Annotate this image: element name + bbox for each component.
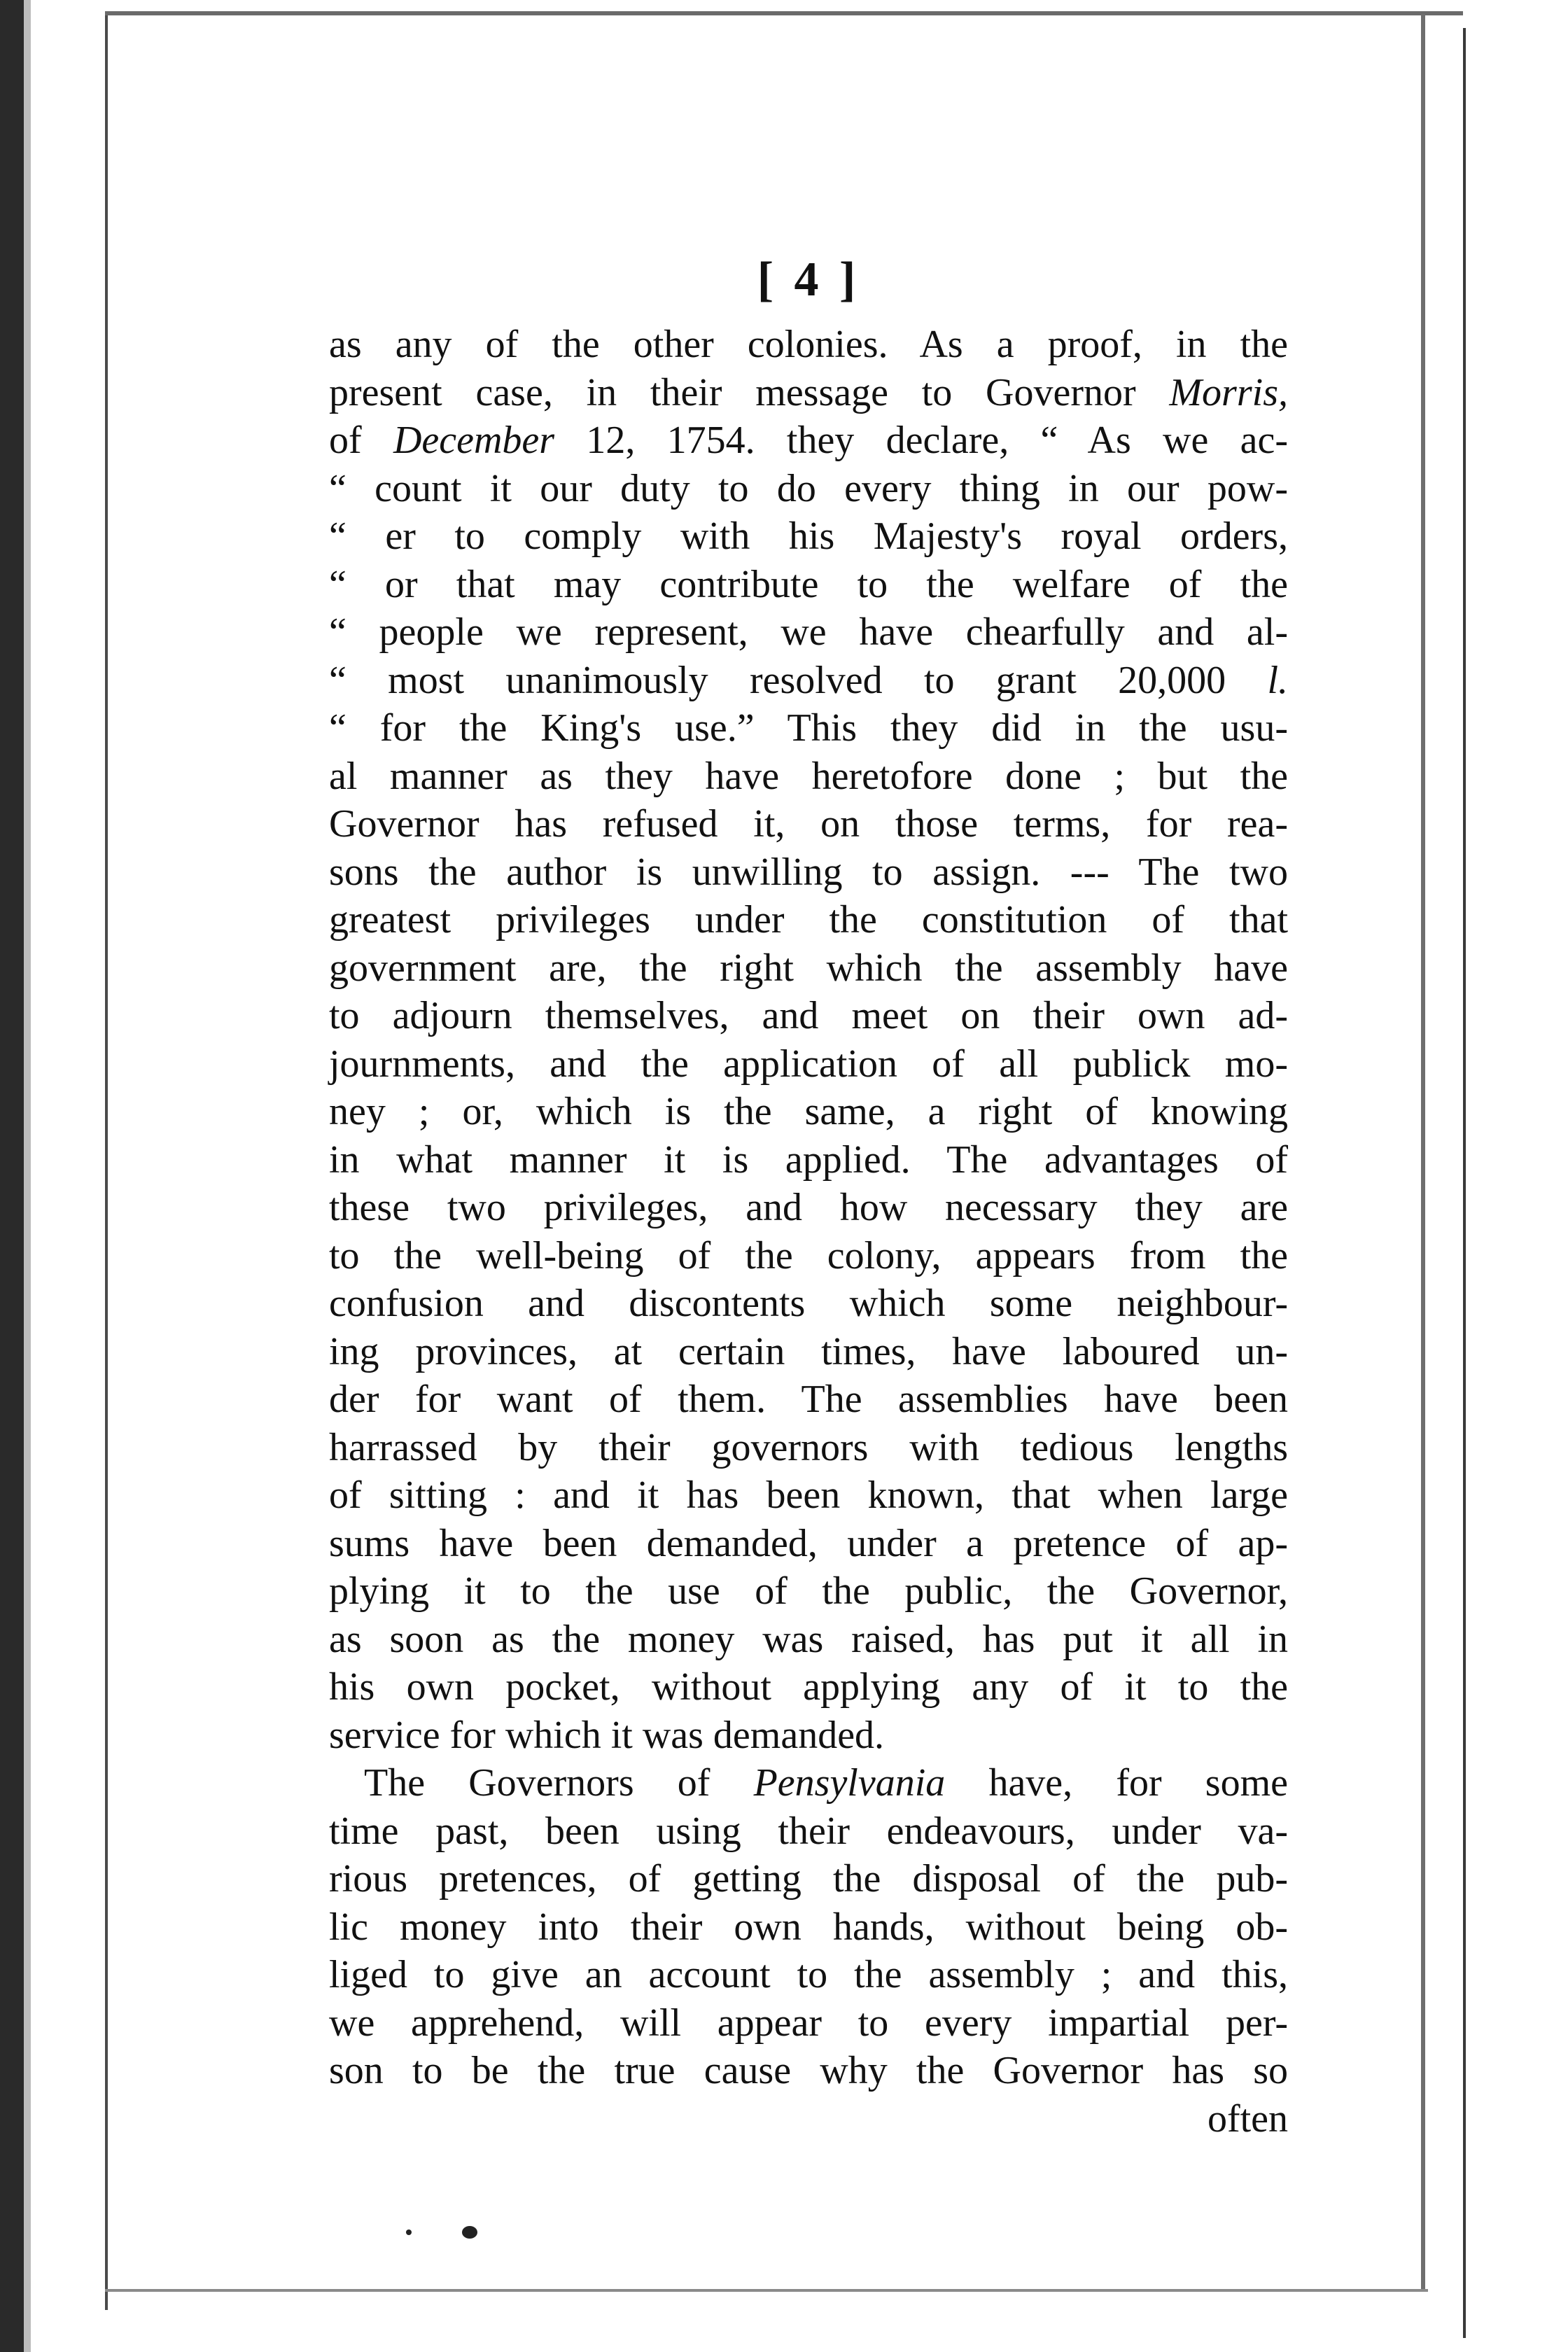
text-line — [329, 561, 1288, 609]
text-line — [329, 1280, 1288, 1328]
text-line — [329, 1951, 1288, 1999]
text-line-body: “ count it our duty to do every thing in our pow- — [329, 466, 1288, 510]
text-line — [329, 1807, 1288, 1856]
text-line — [329, 1616, 1288, 1664]
text-line-body: “ people we represent, we have chearfully and al- — [329, 610, 1288, 654]
text-line-body: to the well-being of the colony, appears from the — [329, 1233, 1288, 1278]
text-line-prefix: of — [329, 419, 393, 462]
text-line — [329, 608, 1288, 657]
book-spine-shadow — [24, 0, 31, 2352]
text-line-body: “ most unanimously resolved to grant 20,000 — [329, 658, 1268, 702]
text-line-body: harrassed by their governors with tedious lengths — [329, 1425, 1288, 1469]
italic-text: December — [393, 419, 555, 462]
text-line — [329, 1040, 1288, 1088]
text-line — [329, 1136, 1288, 1184]
text-line-body: sons the author is unwilling to assign. --- The two — [329, 850, 1288, 894]
text-line — [329, 1471, 1288, 1520]
italic-text: l. — [1267, 658, 1288, 702]
text-line — [329, 1567, 1288, 1616]
text-line — [329, 1328, 1288, 1376]
text-line — [329, 1663, 1288, 1712]
text-line — [329, 321, 1288, 369]
text-line-body: der for want of them. The assemblies have been — [329, 1378, 1288, 1421]
text-line-body: confusion and discontents which some neighbour- — [329, 1282, 1288, 1325]
text-line-body: son to be the true cause why the Governor has so — [329, 2049, 1288, 2092]
text-line — [329, 1088, 1288, 1136]
text-line-body: “ er to comply with his Majesty's royal orders, — [329, 514, 1288, 558]
page-right-border — [1421, 14, 1425, 2289]
page-left-border — [105, 14, 108, 2310]
text-line — [329, 896, 1288, 944]
page-top-border — [105, 11, 1463, 15]
body-text — [329, 321, 1288, 2143]
text-line — [329, 1855, 1288, 1903]
text-line-body: his own pocket, without applying any of it to the — [329, 1665, 1288, 1709]
text-line-body: ing provinces, at certain times, have laboured un- — [329, 1329, 1288, 1373]
page-number: [ 4 ] — [757, 253, 860, 307]
text-line-prefix: The Governors of — [364, 1761, 754, 1805]
text-line — [329, 657, 1288, 705]
page-bottom-border — [105, 2289, 1428, 2292]
text-line — [329, 704, 1288, 752]
text-line — [329, 1759, 1288, 1807]
text-line — [329, 1520, 1288, 1568]
ink-speck — [406, 2230, 412, 2235]
text-line-body: have, for some — [945, 1761, 1288, 1805]
ink-speck — [462, 2226, 477, 2239]
text-line-body: rious pretences, of getting the disposal of the pub- — [329, 1857, 1288, 1900]
text-line — [329, 416, 1288, 465]
text-line-body: these two privileges, and how necessary they are — [329, 1186, 1288, 1229]
text-line-body: of sitting : and it has been known, that when large — [329, 1474, 1288, 1517]
text-line-body: greatest privileges under the constitution of that — [329, 898, 1288, 941]
text-line-body: as soon as the money was raised, has put it all in — [329, 1617, 1288, 1661]
text-line — [329, 944, 1288, 993]
text-line — [329, 848, 1288, 897]
text-line-body: “ or that may contribute to the welfare of the — [329, 562, 1288, 606]
text-line — [329, 465, 1288, 513]
text-line — [329, 1999, 1288, 2047]
text-line — [329, 800, 1288, 848]
text-line-body: liged to give an account to the assembly ; and this, — [329, 1953, 1288, 1996]
text-line-body: journments, and the application of all publick mo- — [329, 1042, 1288, 1086]
text-line — [329, 752, 1288, 801]
text-line — [329, 1184, 1288, 1232]
next-page-edge — [1463, 28, 1466, 2338]
text-line-body: we apprehend, will appear to every impartial per- — [329, 2001, 1288, 2045]
text-line — [329, 1376, 1288, 1424]
book-spine-edge — [0, 0, 24, 2352]
text-line-body: government are, the right which the assembly have — [329, 946, 1288, 990]
text-line — [329, 992, 1288, 1040]
text-line-body: in what manner it is applied. The advantages of — [329, 1138, 1288, 1182]
text-line-body: 12, 1754. they declare, “ As we ac- — [554, 419, 1288, 462]
italic-text: Pensylvania — [753, 1761, 946, 1805]
text-line-body: sums have been demanded, under a pretence of ap- — [329, 1521, 1288, 1565]
catchword: often — [1207, 2096, 1288, 2141]
text-line — [329, 512, 1288, 561]
text-line — [329, 1424, 1288, 1472]
text-line-body: Governor has refused it, on those terms, for rea- — [329, 802, 1288, 846]
text-line-body: time past, been using their endeavours, under va- — [329, 1809, 1288, 1853]
text-line-body: service for which it was demanded. — [329, 1713, 885, 1757]
text-line-body: lic money into their own hands, without being ob- — [329, 1905, 1288, 1949]
italic-text: Morris, — [1169, 370, 1288, 414]
text-line — [329, 1903, 1288, 1952]
text-line-body: as any of the other colonies. As a proof, in the — [329, 323, 1288, 366]
text-line — [329, 369, 1288, 417]
page-content — [329, 252, 1288, 2212]
text-line — [329, 1712, 1288, 1760]
text-line — [329, 1232, 1288, 1280]
text-line-body: al manner as they have heretofore done ; but the — [329, 754, 1288, 798]
text-line-body: ney ; or, which is the same, a right of knowing — [329, 1090, 1288, 1133]
text-line-body: present case, in their message to Governor — [329, 370, 1170, 414]
text-line-body: “ for the King's use.” This they did in the usu- — [329, 706, 1288, 750]
text-line-body: to adjourn themselves, and meet on their own ad- — [329, 994, 1288, 1037]
text-line-body: plying it to the use of the public, the Governor, — [329, 1569, 1288, 1613]
text-line — [329, 2047, 1288, 2095]
